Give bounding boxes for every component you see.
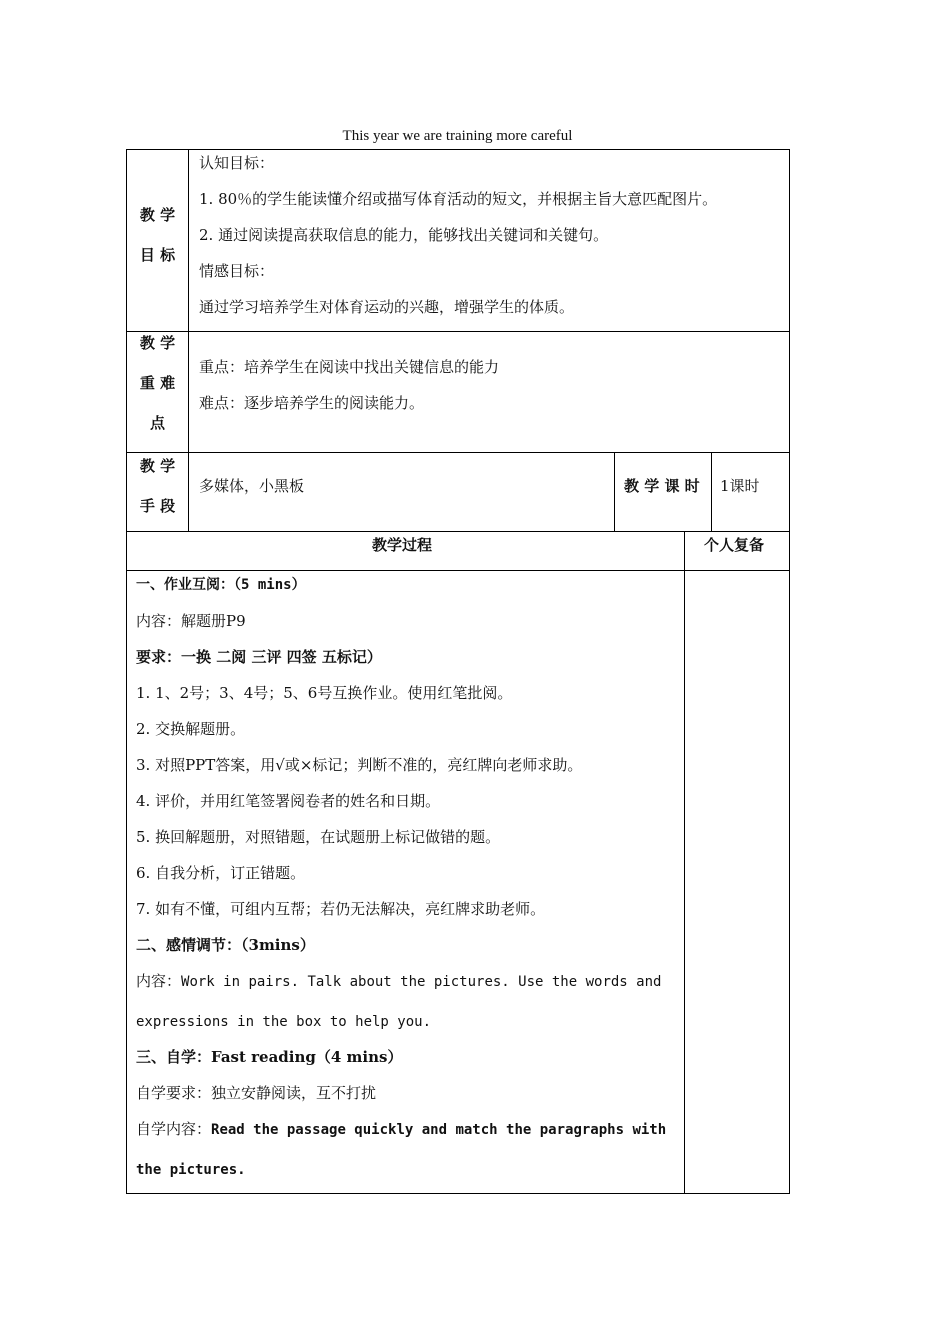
key-points-label: 教 学 重 难 点 [139, 334, 176, 432]
english-text: the pictures. [136, 1162, 246, 1178]
section-title: 三、自学：Fast reading（4 mins） [136, 1048, 403, 1066]
section-title: 二、感情调节：（3mins） [136, 936, 315, 954]
objectives-line: 2. 通过阅读提高获取信息的能力，能够找出关键词和关键句。 [199, 226, 609, 244]
row-divider [126, 331, 790, 332]
process-content [136, 574, 681, 1189]
means-label: 教 学 手 段 [139, 457, 176, 515]
key-points-content [199, 356, 779, 426]
objectives-line: 通过学习培养学生对体育运动的兴趣，增强学生的体质。 [199, 298, 575, 316]
row-divider [126, 452, 790, 453]
hours-value: 1课时 [720, 477, 760, 495]
row-divider [126, 570, 790, 571]
step-item: 6. 自我分析，订正错题。 [136, 864, 306, 882]
difficult-point-line: 难点：逐步培养学生的阅读能力。 [199, 394, 425, 412]
section-requirement: 要求：一换 二阅 三评 四签 五标记） [136, 648, 382, 666]
english-text: expressions in the box to help you. [136, 1014, 432, 1030]
hours-value-divider [711, 452, 712, 532]
row-divider [126, 531, 790, 532]
section-content: 内容：Work in pairs. Talk about the pictures. Use the words and [136, 972, 662, 990]
section-content: 自学内容：Read the passage quickly and match the paragraphs with [136, 1120, 667, 1138]
hours-label: 教 学 课 时 [624, 477, 700, 495]
step-item: 2. 交换解题册。 [136, 720, 246, 738]
key-point-line: 重点：培养学生在阅读中找出关键信息的能力 [199, 358, 500, 376]
review-column-divider [684, 531, 685, 1194]
english-text: Read the passage quickly and match the paragraphs with [211, 1122, 667, 1138]
english-text: Work in pairs. Talk about the pictures. Use the words and [181, 974, 662, 990]
objectives-label: 教 学 目 标 [139, 206, 176, 264]
review-header: 个人复备 [704, 536, 765, 554]
label-column-divider [188, 149, 189, 532]
section-title: 一、作业互阅：（5 mins） [136, 577, 306, 593]
objectives-content [199, 152, 779, 328]
step-item: 3. 对照PPT答案，用√或×标记；判断不准的，亮红牌向老师求助。 [136, 756, 583, 774]
section-content: 内容：解题册P9 [136, 612, 246, 630]
page-title: This year we are training more careful [342, 128, 573, 144]
step-item: 5. 换回解题册，对照错题，在试题册上标记做错的题。 [136, 828, 501, 846]
objectives-line: 情感目标： [199, 262, 275, 280]
section-requirement: 自学要求：独立安静阅读，互不打扰 [136, 1084, 377, 1102]
process-header: 教学过程 [372, 536, 433, 554]
objectives-line: 认知目标： [199, 154, 275, 172]
step-item: 1. 1、2号；3、4号；5、6号互换作业。使用红笔批阅。 [136, 684, 513, 702]
step-item: 4. 评价，并用红笔签署阅卷者的姓名和日期。 [136, 792, 441, 810]
step-item: 7. 如有不懂，可组内互帮；若仍无法解决，亮红牌求助老师。 [136, 900, 546, 918]
hours-label-divider [614, 452, 615, 532]
means-value: 多媒体，小黑板 [199, 477, 305, 495]
objectives-line: 1. 80％的学生能读懂介绍或描写体育活动的短文，并根据主旨大意匹配图片。 [199, 190, 718, 208]
